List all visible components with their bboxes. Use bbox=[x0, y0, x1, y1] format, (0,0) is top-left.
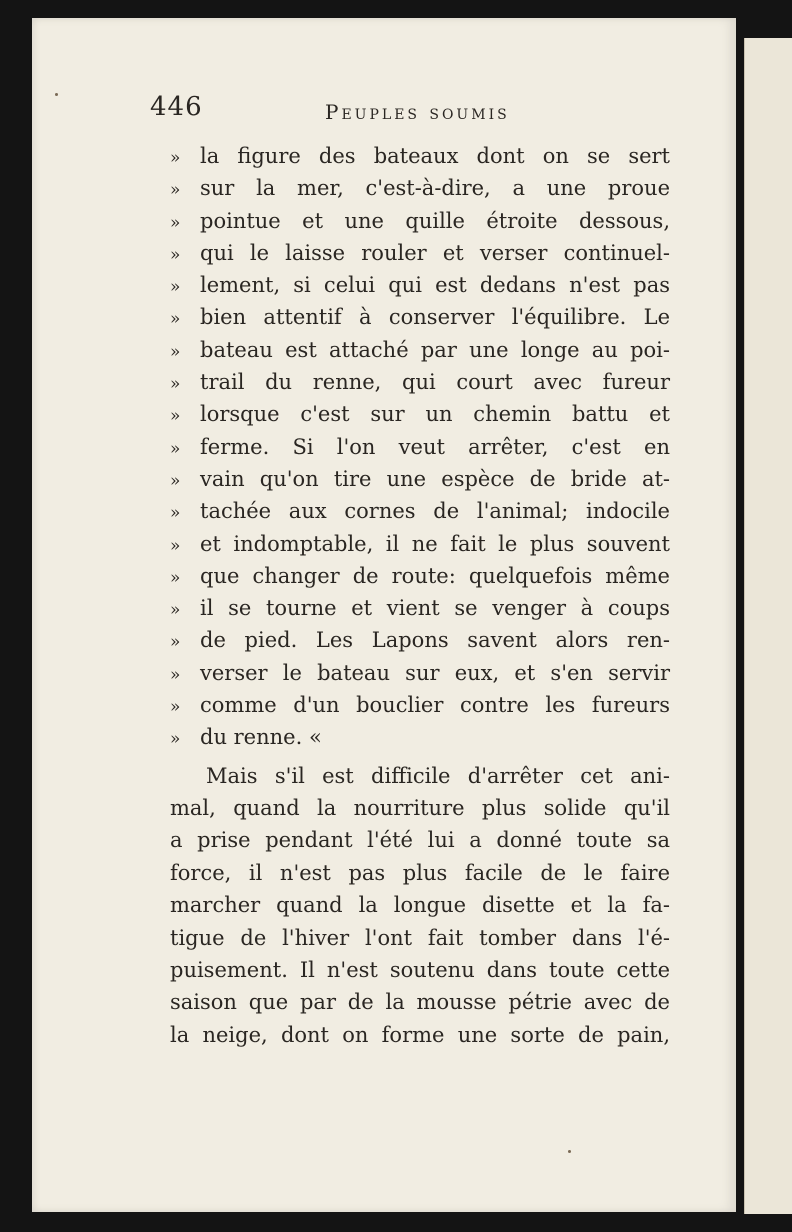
paper-speck bbox=[55, 93, 58, 96]
line-text: de pied. Les Lapons savent alors ren- bbox=[200, 628, 670, 653]
paragraph-line: saison que par de la mousse pétrie avec de bbox=[170, 990, 670, 1015]
quoted-line bbox=[170, 269, 670, 301]
facing-page-edge bbox=[744, 38, 792, 1214]
quoted-line bbox=[170, 205, 670, 237]
quoted-line bbox=[170, 560, 670, 592]
line-text: trail du renne, qui court avec fureur bbox=[200, 370, 670, 395]
quote-mark: » bbox=[170, 277, 181, 298]
line-text: vain qu'on tire une espèce de bride at- bbox=[200, 466, 670, 491]
paragraph-line: Mais s'il est difficile d'arrêter cet ani- bbox=[206, 763, 670, 788]
quote-mark: » bbox=[170, 470, 181, 491]
quoted-line bbox=[170, 463, 670, 495]
quote-mark: » bbox=[170, 309, 181, 330]
body-text bbox=[170, 140, 670, 1051]
quoted-line bbox=[170, 624, 670, 656]
line-text: la figure des bateaux dont on se sert bbox=[200, 144, 670, 168]
quoted-line bbox=[170, 140, 670, 172]
quote-mark: » bbox=[170, 406, 181, 427]
quote-mark: » bbox=[170, 503, 181, 524]
quoted-line bbox=[170, 431, 670, 463]
quote-mark: » bbox=[170, 341, 181, 362]
line-text: il se tourne et vient se venger à coups bbox=[200, 596, 670, 621]
page-number: 446 bbox=[150, 92, 203, 122]
line-text: lorsque c'est sur un chemin battu et bbox=[200, 402, 670, 427]
quoted-line bbox=[170, 495, 670, 527]
line-text: lement, si celui qui est dedans n'est pas bbox=[200, 273, 670, 298]
paragraph-line: puisement. Il n'est soutenu dans toute cette bbox=[170, 957, 670, 982]
line-text: sur la mer, c'est-à-dire, a une proue bbox=[200, 176, 670, 201]
line-text: pointue et une quille étroite dessous, bbox=[200, 208, 670, 233]
quote-mark: » bbox=[170, 600, 181, 621]
quoted-line bbox=[170, 592, 670, 624]
quoted-passage bbox=[170, 140, 670, 754]
paragraph-line: marcher quand la longue disette et la fa- bbox=[170, 893, 670, 918]
paragraph-line: tigue de l'hiver l'ont fait tomber dans l'é- bbox=[170, 925, 670, 950]
running-title: Peuples soumis bbox=[325, 100, 510, 124]
line-text: ferme. Si l'on veut arrêter, c'est en bbox=[200, 434, 670, 459]
paragraph-line: force, il n'est pas plus facile de le faire bbox=[170, 860, 670, 885]
line-text: bateau est attaché par une longe au poi- bbox=[200, 337, 670, 362]
quote-mark: » bbox=[170, 244, 181, 265]
paragraph-line: la neige, dont on forme une sorte de pain, bbox=[170, 1022, 670, 1047]
quoted-line bbox=[170, 398, 670, 430]
line-text: et indomptable, il ne fait le plus souvent bbox=[200, 531, 670, 556]
quoted-line bbox=[170, 301, 670, 333]
quoted-line bbox=[170, 172, 670, 204]
line-text: qui le laisse rouler et verser continuel- bbox=[200, 240, 670, 265]
line-text: que changer de route: quelquefois même bbox=[200, 563, 670, 588]
line-text: verser le bateau sur eux, et s'en servir bbox=[200, 660, 670, 685]
quoted-line bbox=[170, 657, 670, 689]
quoted-line bbox=[170, 721, 670, 753]
body-paragraph bbox=[170, 760, 670, 1052]
quote-mark: » bbox=[170, 180, 181, 201]
quoted-line bbox=[170, 528, 670, 560]
quote-mark: » bbox=[170, 664, 181, 685]
quote-mark: » bbox=[170, 535, 181, 556]
quote-mark: » bbox=[170, 697, 181, 718]
page-header bbox=[150, 92, 550, 132]
quoted-line bbox=[170, 366, 670, 398]
paper-speck bbox=[568, 1150, 571, 1153]
line-text: du renne. « bbox=[200, 725, 322, 750]
line-text: comme d'un bouclier contre les fureurs bbox=[200, 693, 670, 718]
line-text: tachée aux cornes de l'animal; indocile bbox=[200, 499, 670, 524]
paragraph-line: mal, quand la nourriture plus solide qu'il bbox=[170, 796, 670, 821]
paragraph-line: a prise pendant l'été lui a donné toute sa bbox=[170, 828, 670, 853]
quoted-line bbox=[170, 237, 670, 269]
quote-mark: » bbox=[170, 374, 181, 395]
quote-mark: » bbox=[170, 632, 181, 653]
quoted-line bbox=[170, 689, 670, 721]
quote-mark: » bbox=[170, 212, 181, 233]
quote-mark: » bbox=[170, 729, 181, 750]
quote-mark: » bbox=[170, 148, 181, 168]
line-text: bien attentif à conserver l'équilibre. Le bbox=[200, 305, 670, 330]
quote-mark: » bbox=[170, 567, 181, 588]
quote-mark: » bbox=[170, 438, 181, 459]
quoted-line bbox=[170, 334, 670, 366]
